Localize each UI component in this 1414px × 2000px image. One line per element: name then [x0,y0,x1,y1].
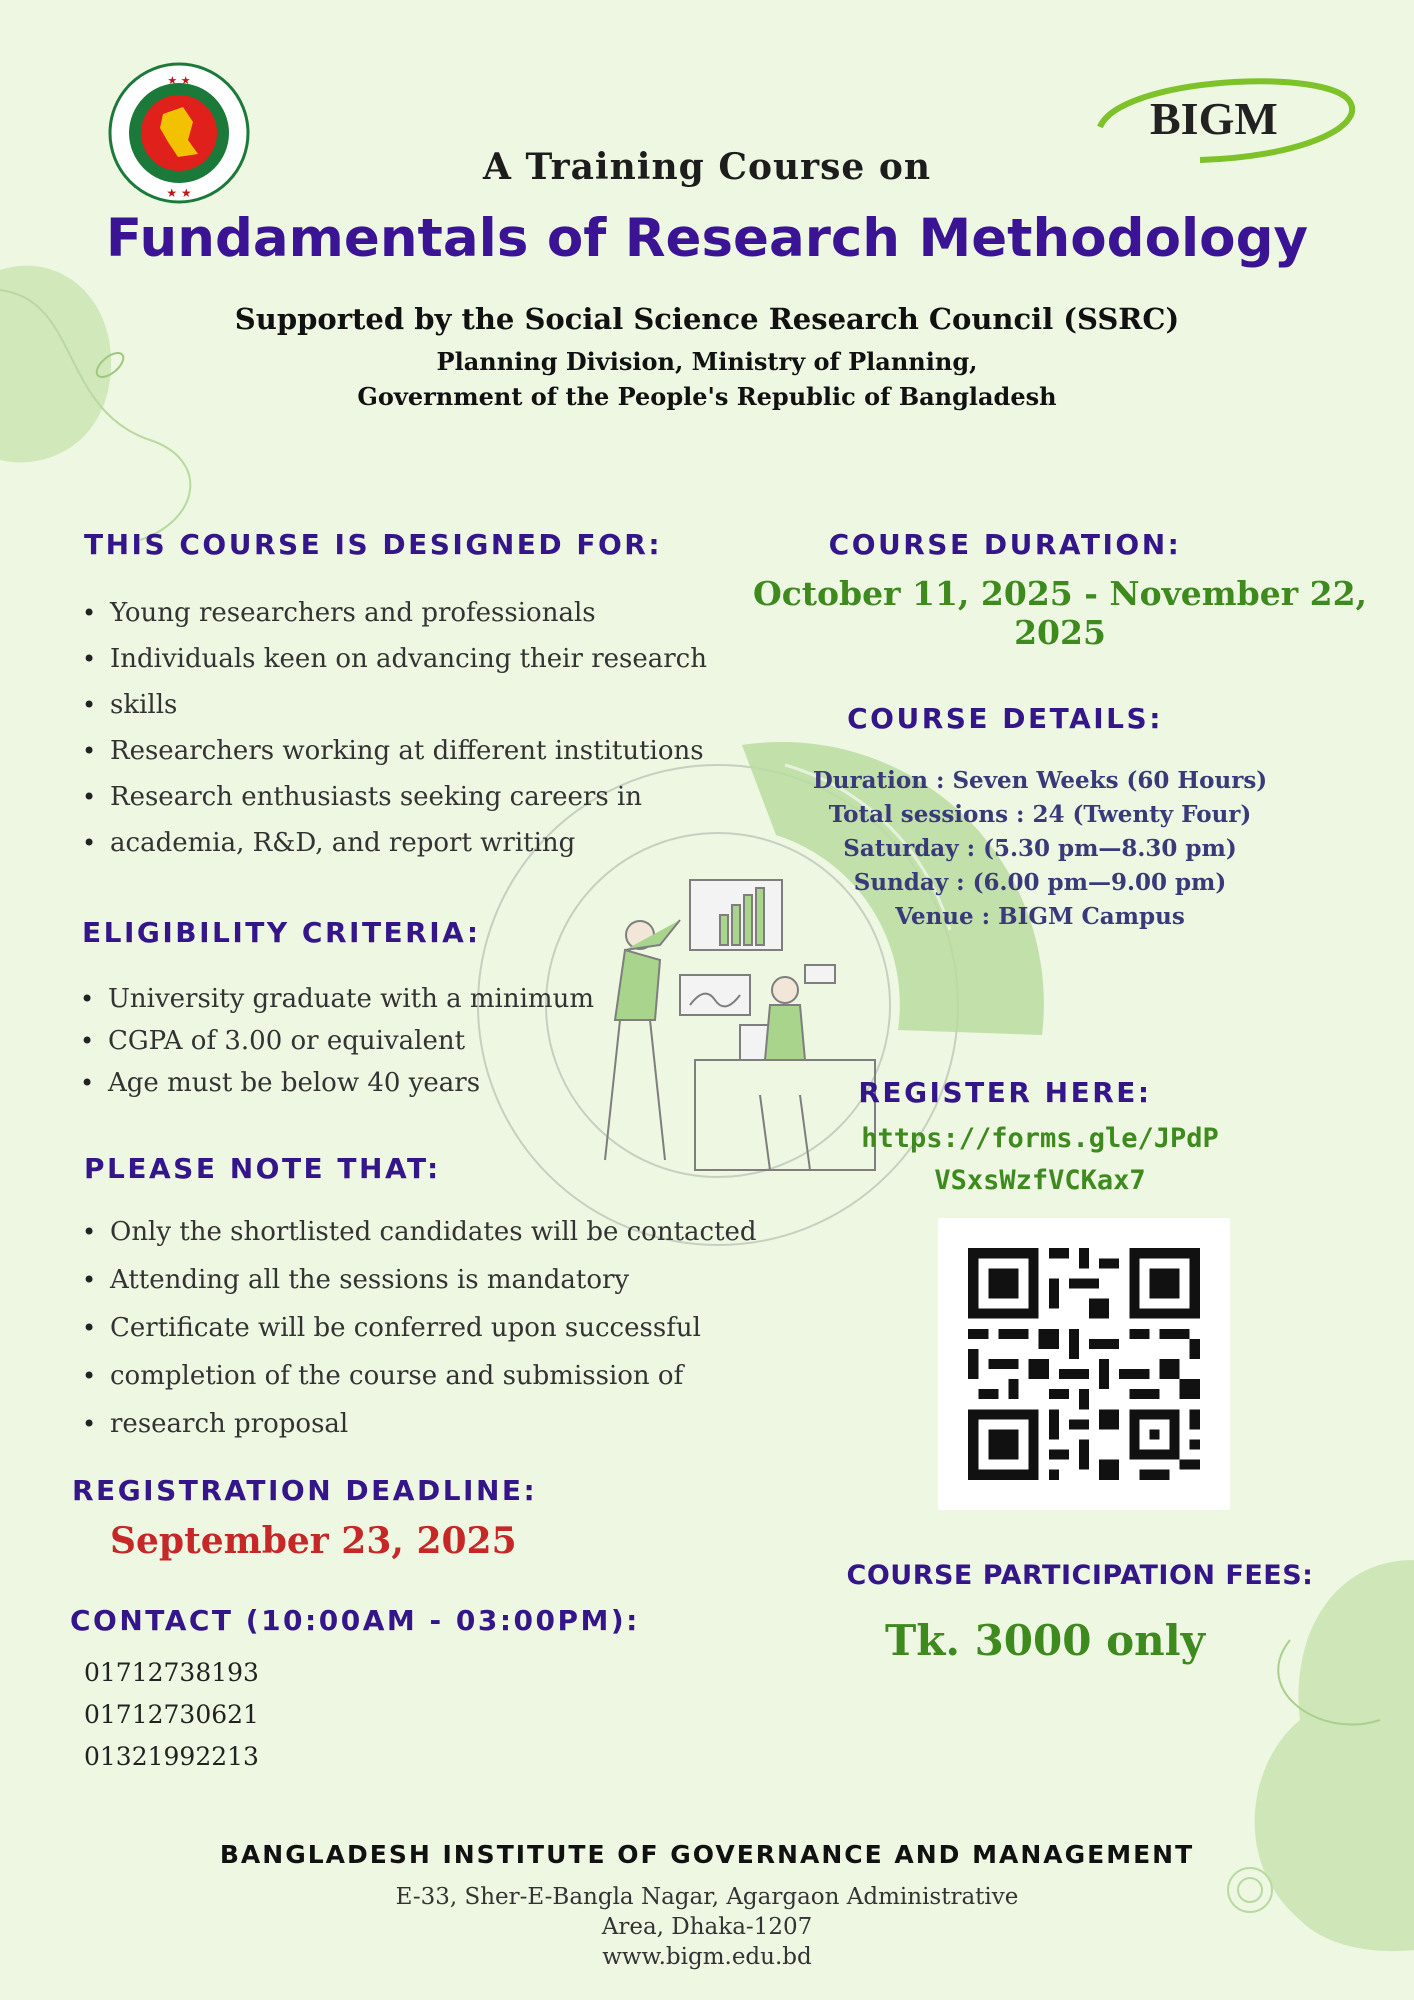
list-item: • Certificate will be conferred upon successful [80,1304,780,1352]
note-heading: PLEASE NOTE THAT: [84,1152,441,1185]
page-title: Fundamentals of Research Methodology [105,208,1309,269]
detail-line: Saturday : (5.30 pm—8.30 pm) [843,835,1237,862]
list-item: • Researchers working at different institutions [80,728,740,774]
website-link[interactable]: www.bigm.edu.bd [602,1944,812,1970]
contact-heading: CONTACT (10:00AM - 03:00PM): [70,1604,640,1637]
svg-text:★ ★: ★ ★ [167,74,191,87]
list-item: • University graduate with a minimum [78,978,698,1020]
list-item [80,1400,780,1448]
list-item: • Only the shortlisted candidates will be contacted [80,1208,780,1256]
designed-for-list [80,590,740,866]
fees-amount: Tk. 3000 only [884,1616,1206,1665]
list-item-continuation: skills [110,690,178,720]
list-item: • Age must be below 40 years [78,1062,698,1104]
contact-phones [84,1652,259,1778]
division: Planning Division, Ministry of Planning, [436,347,978,376]
bigm-logo-text: BIGM [1150,93,1278,144]
register-link[interactable] [800,1118,1280,1202]
list-item [80,682,740,728]
address-line: Area, Dhaka-1207 [601,1914,813,1940]
register-link-line[interactable]: VSxsWzfVCKax7 [934,1165,1146,1196]
list-item-continuation: academia, R&D, and report writing [110,828,576,858]
list-item-continuation: research proposal [110,1409,349,1439]
detail-line: Venue : BIGM Campus [895,903,1185,930]
fees-heading: COURSE PARTICIPATION FEES: [846,1560,1314,1591]
duration-dates: October 11, 2025 - November 22, 2025 [752,574,1368,652]
pre-title: A Training Course on [482,146,932,188]
designed-for-heading: THIS COURSE IS DESIGNED FOR: [84,528,663,561]
list-item: • Attending all the sessions is mandatory [80,1256,780,1304]
address-line: E-33, Sher-E-Bangla Nagar, Agargaon Administrative [395,1884,1019,1910]
deadline-heading: REGISTRATION DEADLINE: [72,1474,538,1507]
details-heading: COURSE DETAILS: [847,702,1163,735]
phone-number: 01712738193 [84,1658,259,1687]
list-item [78,1020,698,1062]
detail-line: Total sessions : 24 (Twenty Four) [828,801,1252,828]
footer-address [0,1882,1414,1972]
detail-line: Sunday : (6.00 pm—9.00 pm) [853,869,1227,896]
list-item: • Research enthusiasts seeking careers in [80,774,740,820]
register-link-line[interactable]: https://forms.gle/JPdP [861,1123,1219,1154]
duration-heading: COURSE DURATION: [828,528,1182,561]
list-item-continuation: CGPA of 3.00 or equivalent [108,1026,466,1056]
eligibility-heading: ELIGIBILITY CRITERIA: [82,916,481,949]
svg-text:★ ★: ★ ★ [166,186,192,200]
list-item [80,1352,780,1400]
deadline-date: September 23, 2025 [110,1520,517,1562]
phone-number: 01712730621 [84,1700,259,1729]
eligibility-list [78,978,698,1104]
qr-code-icon [938,1218,1230,1510]
list-item [80,820,740,866]
list-item: • Young researchers and professionals [80,590,740,636]
details-lines [800,764,1280,934]
phone-number: 01321992213 [84,1742,259,1771]
note-list [80,1208,780,1448]
government: Government of the People's Republic of Bangladesh [357,382,1057,411]
footer-institute: BANGLADESH INSTITUTE OF GOVERNANCE AND MANAGEMENT [219,1840,1195,1869]
register-heading: REGISTER HERE: [858,1076,1152,1109]
supported-by: Supported by the Social Science Research Council (SSRC) [234,302,1180,336]
list-item-continuation: completion of the course and submission of [110,1361,684,1391]
list-item: • Individuals keen on advancing their research [80,636,740,682]
qr-code[interactable] [938,1218,1230,1510]
detail-line: Duration : Seven Weeks (60 Hours) [812,767,1268,794]
